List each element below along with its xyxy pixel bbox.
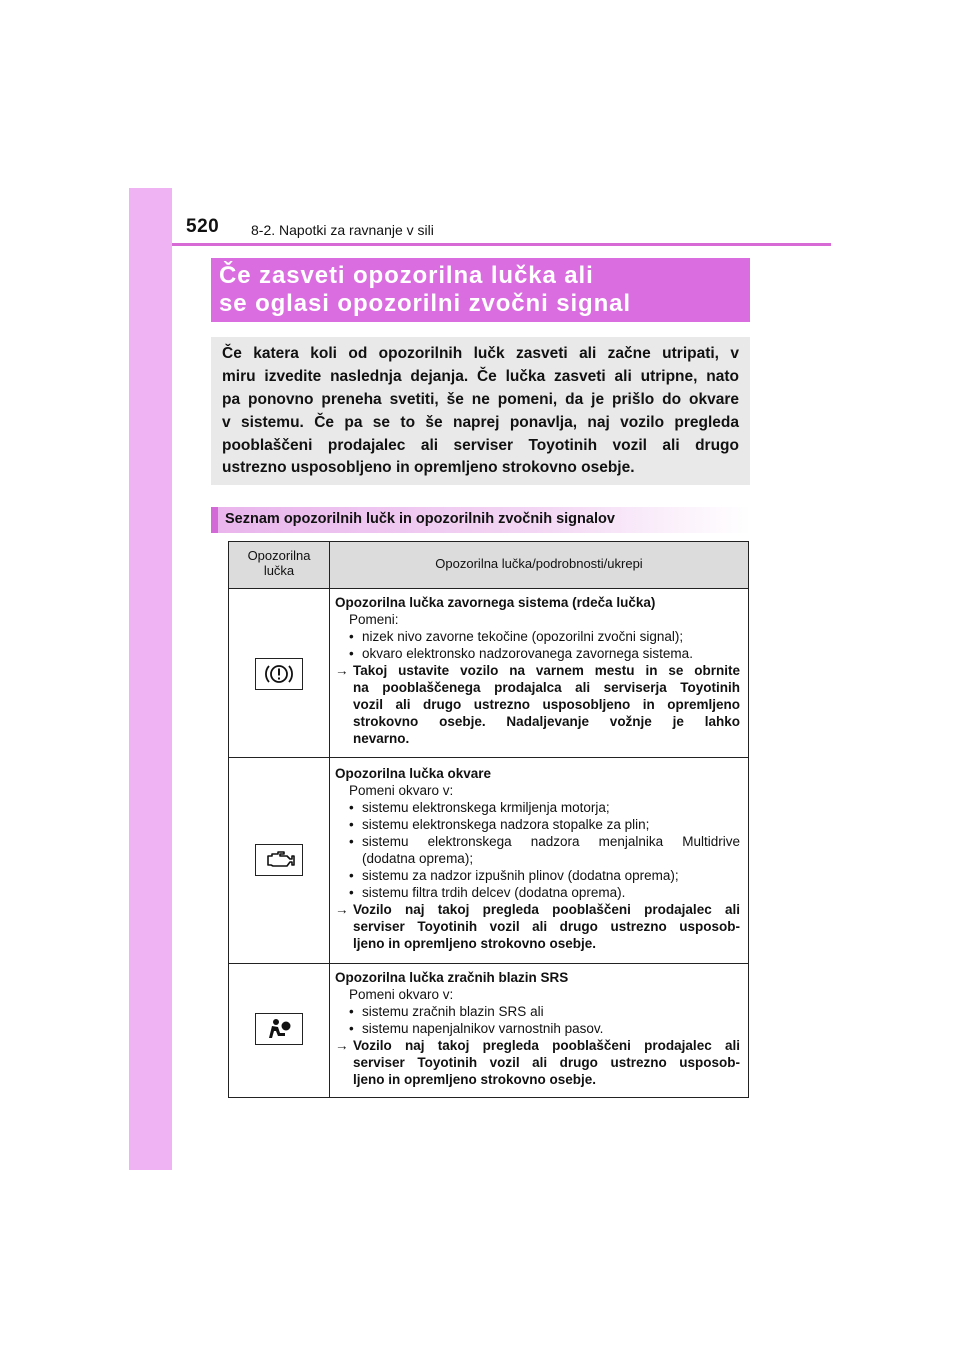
chapter-heading: 8-2. Napotki za ravnanje v sili [251, 222, 434, 238]
side-tab-strip [129, 188, 172, 1170]
row-action: Vozilo naj takoj pregleda pooblaščeni prodajalec ali [353, 1038, 740, 1053]
row-title: Opozorilna lučka zavornega sistema (rdeča lučka) [335, 595, 656, 610]
row-action: ljeno in opremljeno strokovno osebje. [353, 1072, 597, 1087]
row-bullet: okvaro elektronsko nadzorovanega zavornega sistema. [362, 646, 693, 661]
row-meaning: Pomeni okvaro v: [349, 783, 454, 798]
row-divider [229, 963, 748, 964]
row-action: serviser Toyotinih vozil ali drugo ustrezno usposob- [353, 919, 740, 934]
row-meaning: Pomeni: [349, 612, 399, 627]
bullet-symbol: • [349, 1021, 354, 1036]
row-title: Opozorilna lučka zračnih blazin SRS [335, 970, 569, 985]
intro-line: pooblaščeni prodajalec ali serviser Toyotinih vozil ali drugo [222, 437, 739, 454]
intro-line: Če katera koli od opozorilnih lučk zasveti ali začne utripati, v [222, 345, 739, 362]
row-bullet-continued: (dodatna oprema); [362, 851, 474, 866]
header-col-light-line-1: Opozorilna [247, 548, 311, 563]
arrow-symbol: → [335, 902, 349, 917]
intro-line: pa ponovno preneha svetiti, še ne pomeni, da je prišlo do okvare [222, 391, 739, 408]
row-bullet: sistemu elektronskega nadzora menjalnika Multidrive [362, 834, 740, 849]
row-bullet: sistemu zračnih blazin SRS ali [362, 1004, 544, 1019]
page-number: 520 [186, 216, 220, 237]
bullet-symbol: • [349, 1004, 354, 1019]
row-bullet: sistemu elektronskega krmiljenja motorja; [362, 800, 610, 815]
row-action: Vozilo naj takoj pregleda pooblaščeni prodajalec ali [353, 902, 740, 917]
row-action: na pooblaščenega prodajalca ali serviserja Toyotinih [353, 680, 740, 695]
bullet-symbol: • [349, 868, 354, 883]
section-title-line-2: se oglasi opozorilni zvočni signal [219, 290, 631, 317]
intro-line: ustrezno usposobljeno in opremljeno strokovno osebje. [222, 459, 635, 476]
header-col-light [229, 548, 329, 578]
bullet-symbol: • [349, 885, 354, 900]
warning-lights-table [228, 541, 749, 1098]
subsection-heading-box [211, 507, 750, 533]
bullet-symbol: • [349, 800, 354, 815]
header-col-details: Opozorilna lučka/podrobnosti/ukrepi [435, 556, 643, 571]
row-action: vozil ali drugo ustrezno usposobljeno in opremljeno [353, 697, 740, 712]
row-bullet: sistemu napenjalnikov varnostnih pasov. [362, 1021, 604, 1036]
row-action: Takoj ustavite vozilo na varnem mestu in se obrnite [353, 663, 740, 678]
row-bullet: sistemu za nadzor izpušnih plinov (dodatna oprema); [362, 868, 679, 883]
row-title: Opozorilna lučka okvare [335, 766, 492, 781]
row-bullet: sistemu filtra trdih delcev (dodatna oprema). [362, 885, 626, 900]
bullet-symbol: • [349, 646, 354, 661]
row-bullet: nizek nivo zavorne tekočine (opozorilni zvočni signal); [362, 629, 684, 644]
subsection-heading: Seznam opozorilnih lučk in opozorilnih zvočnih signalov [225, 511, 615, 527]
section-title-line-1: Če zasveti opozorilna lučka ali [219, 262, 594, 289]
header-rule [172, 243, 831, 246]
row-bullet: sistemu elektronskega nadzora stopalke za plin; [362, 817, 650, 832]
table-header [229, 542, 748, 589]
bullet-symbol: • [349, 817, 354, 832]
intro-line: miru izvedite naslednja dejanja. Če lučka zasveti ali utripne, nato [222, 368, 739, 385]
row-divider [229, 757, 748, 758]
row-action: serviser Toyotinih vozil ali drugo ustrezno usposob- [353, 1055, 740, 1070]
engine-malfunction-icon [255, 844, 303, 876]
intro-box [211, 337, 750, 485]
arrow-symbol: → [335, 1038, 349, 1053]
brake-warning-icon [255, 658, 303, 690]
row-action: strokovno osebje. Nadaljevanje vožnje je lahko [353, 714, 740, 729]
header-col-light-line-2: lučka [263, 563, 295, 578]
bullet-symbol: • [349, 834, 354, 849]
srs-airbag-icon [255, 1013, 303, 1045]
column-divider [329, 542, 330, 1097]
arrow-symbol: → [335, 663, 349, 678]
section-title-box [211, 258, 750, 322]
row-action: nevarno. [353, 731, 410, 746]
row-action: ljeno in opremljeno strokovno osebje. [353, 936, 597, 951]
intro-line: v sistemu. Če pa se to še naprej ponavlja, naj vozilo pregleda [222, 414, 739, 431]
row-meaning: Pomeni okvaro v: [349, 987, 454, 1002]
subsection-heading-bar [211, 507, 218, 533]
bullet-symbol: • [349, 629, 354, 644]
